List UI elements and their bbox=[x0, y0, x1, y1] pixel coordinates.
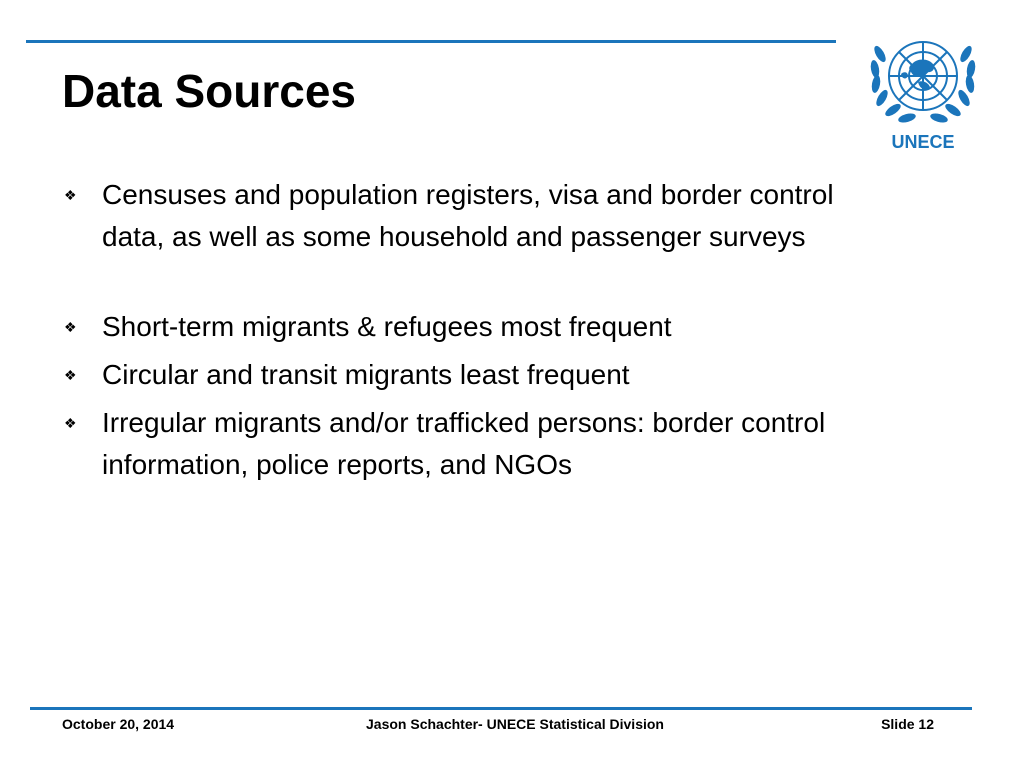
bullet-item bbox=[62, 174, 902, 258]
bullet-item bbox=[62, 354, 902, 396]
bullet-text: Short-term migrants & refugees most frequent bbox=[102, 311, 672, 342]
footer-divider-line bbox=[30, 707, 972, 710]
diamond-bullet-icon: ❖ bbox=[64, 415, 77, 431]
footer-presenter: Jason Schachter- UNECE Statistical Division bbox=[366, 716, 664, 732]
bullet-item bbox=[62, 402, 902, 486]
bullet-text: Circular and transit migrants least frequent bbox=[102, 359, 630, 390]
unece-logo bbox=[862, 24, 984, 152]
footer-date: October 20, 2014 bbox=[62, 716, 175, 732]
bullet-text: Irregular migrants and/or trafficked persons: border control information, police reports, and NGOs bbox=[102, 407, 826, 480]
bullet-item bbox=[62, 306, 902, 348]
logo-text: UNECE bbox=[891, 132, 955, 152]
diamond-bullet-icon: ❖ bbox=[64, 367, 77, 383]
slide-number: Slide 12 bbox=[881, 716, 934, 732]
bullet-list bbox=[62, 174, 902, 486]
bullet-text: Censuses and population registers, visa and border control data, as well as some household and passenger surveys bbox=[102, 179, 834, 252]
diamond-bullet-icon: ❖ bbox=[64, 187, 77, 203]
un-emblem-icon bbox=[862, 24, 984, 134]
slide-title: Data Sources bbox=[62, 65, 357, 117]
diamond-bullet-icon: ❖ bbox=[64, 319, 77, 335]
title-divider-line bbox=[26, 40, 836, 43]
